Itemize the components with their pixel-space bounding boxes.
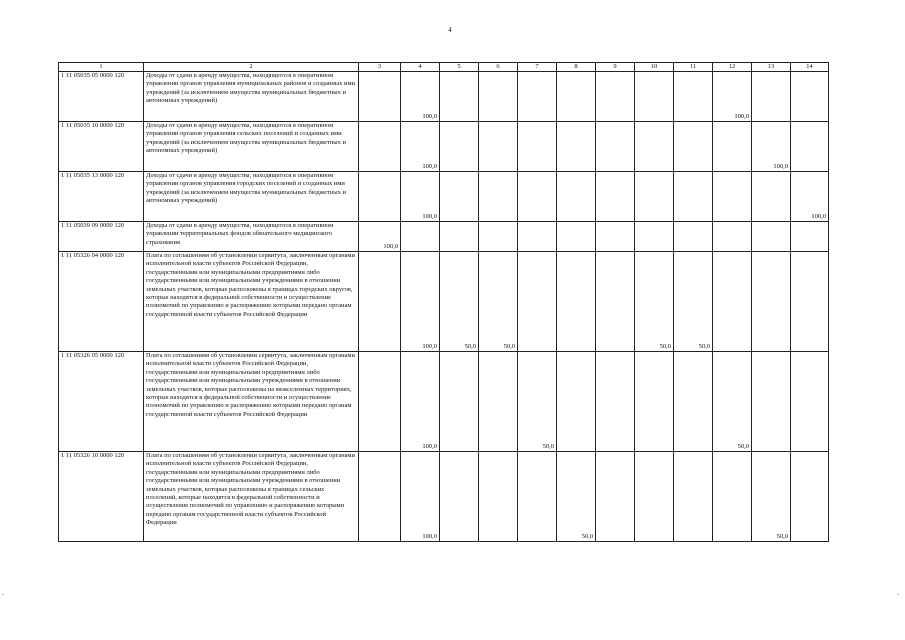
column-header: 13 (752, 63, 791, 72)
value-cell (752, 72, 791, 122)
value-cell (359, 252, 401, 352)
value-cell (518, 252, 557, 352)
revenue-description: Доходы от сдачи в аренду имущества, находящегося в оперативном управлении органов управления городских поселений и созданных ими учреждений (за исключением имущества муниципальных бюджетных и автономных учреждений) (144, 172, 359, 222)
value-cell (359, 352, 401, 452)
value-cell: 50,0 (713, 352, 752, 452)
value-cell: 50,0 (674, 252, 713, 352)
value-cell (596, 222, 635, 252)
revenue-description: Доходы от сдачи в аренду имущества, находящегося в оперативном управлении территориальных фондов обязательного медицинского страхования (144, 222, 359, 252)
budget-code: 1 11 05326 04 0000 120 (59, 252, 144, 352)
value-cell (359, 452, 401, 542)
column-header: 11 (674, 63, 713, 72)
budget-code: 1 11 05035 10 0000 120 (59, 122, 144, 172)
value-cell (596, 122, 635, 172)
value-cell: 100,0 (713, 72, 752, 122)
table-row (59, 222, 829, 252)
value-cell (518, 172, 557, 222)
value-cell: 100,0 (752, 122, 791, 172)
value-cell (752, 252, 791, 352)
budget-code: 1 11 05035 13 0000 120 (59, 172, 144, 222)
value-cell (713, 252, 752, 352)
value-cell (440, 122, 479, 172)
value-cell (674, 452, 713, 542)
column-header: 4 (401, 63, 440, 72)
page-edge-mark: - (2, 590, 5, 598)
revenue-description: Плата по соглашениям об установлении сервитута, заключенным органами исполнительной власти субъектов Российской Федерации, государственными или муниципальными предприятиями либо государственными или муниципальными учреждениями в отношении земельных участков, которые расположены на межселенных территориях, которые находятся в федеральной собственности и осуществление полномочий по управлению и распоряжению которыми передано органам государственной власти субъектов Российской Федерации (144, 352, 359, 452)
value-cell (557, 252, 596, 352)
value-cell (713, 172, 752, 222)
value-cell: 50,0 (479, 252, 518, 352)
value-cell (674, 72, 713, 122)
value-cell (791, 222, 829, 252)
value-cell (596, 352, 635, 452)
value-cell: 100,0 (791, 172, 829, 222)
column-header: 3 (359, 63, 401, 72)
value-cell (596, 452, 635, 542)
revenue-description: Доходы от сдачи в аренду имущества, находящегося в оперативном управлении органов управления сельских поселений и созданных ими учреждений (за исключением имущества муниципальных бюджетных и автономных учреждений) (144, 122, 359, 172)
column-header: 2 (144, 63, 359, 72)
value-cell: 100,0 (401, 72, 440, 122)
value-cell (440, 72, 479, 122)
value-cell (635, 352, 674, 452)
value-cell (791, 72, 829, 122)
value-cell: 50,0 (557, 452, 596, 542)
value-cell (791, 452, 829, 542)
value-cell: 100,0 (401, 122, 440, 172)
value-cell (440, 222, 479, 252)
value-cell (752, 352, 791, 452)
revenue-table (58, 62, 829, 542)
value-cell (479, 72, 518, 122)
value-cell (674, 122, 713, 172)
value-cell (596, 172, 635, 222)
value-cell (440, 352, 479, 452)
value-cell (791, 122, 829, 172)
value-cell: 50,0 (518, 352, 557, 452)
value-cell (479, 222, 518, 252)
value-cell (713, 222, 752, 252)
value-cell (518, 72, 557, 122)
revenue-description: Плата по соглашениям об установлении сервитута, заключенным органами исполнительной власти субъектов Российской Федерации, государственными или муниципальными предприятиями либо государственными или муниципальными учреждениями в отношении земельных участков, которые расположены в границах сельских поселений, которые находятся в федеральной собственности и осуществление полномочий по управлению и распоряжению которыми передано органам государственной власти субъектов Российской Федерации (144, 452, 359, 542)
value-cell (713, 452, 752, 542)
value-cell: 100,0 (401, 352, 440, 452)
budget-code: 1 11 05035 05 0000 120 (59, 72, 144, 122)
value-cell (557, 72, 596, 122)
column-header: 7 (518, 63, 557, 72)
value-cell (518, 222, 557, 252)
value-cell (596, 72, 635, 122)
value-cell: 50,0 (440, 252, 479, 352)
value-cell: 50,0 (752, 452, 791, 542)
value-cell (557, 222, 596, 252)
budget-code: 1 11 05326 10 0000 120 (59, 452, 144, 542)
value-cell (401, 222, 440, 252)
value-cell (359, 172, 401, 222)
value-cell (752, 222, 791, 252)
table-row (59, 452, 829, 542)
value-cell (674, 172, 713, 222)
value-cell (635, 72, 674, 122)
revenue-description: Доходы от сдачи в аренду имущества, находящегося в оперативном управлении органов управления муниципальных районов и созданных ими учреждений (за исключением имущества муниципальных бюджетных и автономных учреждений) (144, 72, 359, 122)
value-cell (752, 172, 791, 222)
budget-code: 1 11 05039 09 0000 120 (59, 222, 144, 252)
value-cell (440, 452, 479, 542)
value-cell (557, 172, 596, 222)
value-cell (359, 72, 401, 122)
value-cell (557, 352, 596, 452)
value-cell (479, 172, 518, 222)
value-cell (635, 222, 674, 252)
column-header: 10 (635, 63, 674, 72)
column-header: 5 (440, 63, 479, 72)
value-cell: 100,0 (359, 222, 401, 252)
value-cell (440, 172, 479, 222)
value-cell (518, 452, 557, 542)
value-cell: 100,0 (401, 252, 440, 352)
column-header: 8 (557, 63, 596, 72)
value-cell (713, 122, 752, 172)
value-cell (635, 172, 674, 222)
budget-code: 1 11 05326 05 0000 120 (59, 352, 144, 452)
value-cell (596, 252, 635, 352)
value-cell (635, 122, 674, 172)
page-edge-mark: - (897, 590, 900, 598)
table-row (59, 72, 829, 122)
column-header: 9 (596, 63, 635, 72)
revenue-description: Плата по соглашениям об установлении сервитута, заключенным органами исполнительной власти субъектов Российской Федерации, государственными или муниципальными предприятиями либо государственными или муниципальными учреждениями в отношении земельных участков, которые расположены в границах городских округов, которые находятся в федеральной собственности и осуществление полномочий по управлению и распоряжению которыми передано органам государственной власти субъектов Российской Федерации (144, 252, 359, 352)
column-header: 12 (713, 63, 752, 72)
value-cell (635, 452, 674, 542)
column-header: 14 (791, 63, 829, 72)
table-row (59, 352, 829, 452)
value-cell (518, 122, 557, 172)
value-cell (791, 252, 829, 352)
table-row (59, 172, 829, 222)
page-number: 4 (448, 26, 452, 34)
value-cell: 50,0 (635, 252, 674, 352)
value-cell (674, 352, 713, 452)
column-header: 1 (59, 63, 144, 72)
table-row (59, 122, 829, 172)
value-cell (479, 122, 518, 172)
value-cell (479, 452, 518, 542)
value-cell (557, 122, 596, 172)
value-cell: 100,0 (401, 172, 440, 222)
value-cell: 100,0 (401, 452, 440, 542)
value-cell (791, 352, 829, 452)
value-cell (479, 352, 518, 452)
value-cell (674, 222, 713, 252)
header-row (59, 63, 829, 72)
column-header: 6 (479, 63, 518, 72)
value-cell (359, 122, 401, 172)
table-row (59, 252, 829, 352)
